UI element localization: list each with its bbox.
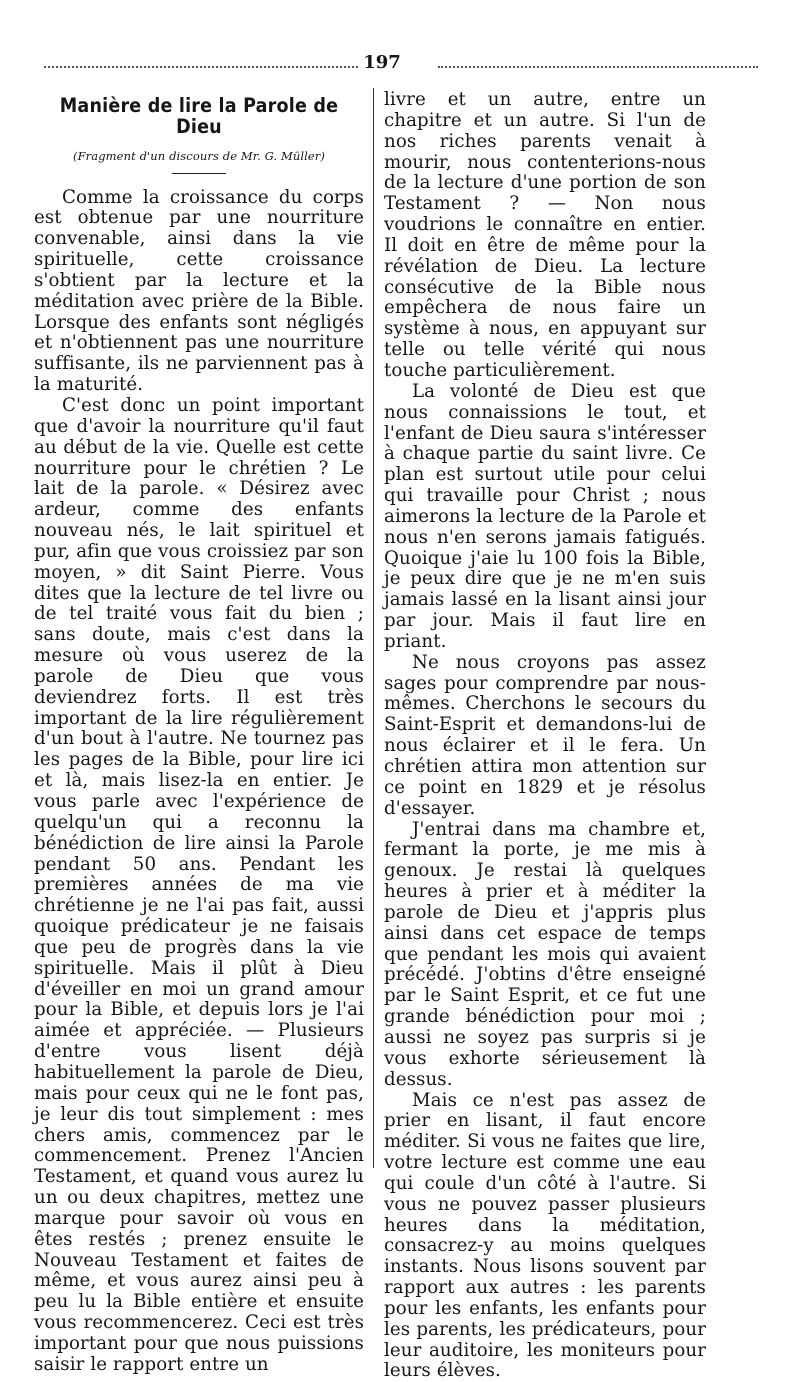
article-subtitle: (Fragment d'un discours de Mr. G. Müller) bbox=[34, 146, 364, 167]
paragraph: livre et un autre, entre un chapitre et un autre. Si l'un de nos riches parents venait à mourir, nous contenterions-nous de la lecture d'une portion de son Testament ? — Non nous voudrions le connaître en entier. Il doit en être de même pour la révélation de Dieu. La lecture consécutive de la Bible nous empêchera de nous faire un système à nous, en appuyant sur telle ou telle vérité qui nous touche particulièrement. bbox=[384, 90, 706, 382]
header-rule-right bbox=[438, 66, 758, 68]
right-column bbox=[384, 90, 706, 1382]
title-separator bbox=[172, 173, 226, 174]
paragraph: Mais ce n'est pas assez de prier en lisant, il faut encore méditer. Si vous ne faites que lire, votre lecture est comme une eau qui coule d'un côté à l'autre. Si vous ne pouvez passer plusieurs heures dans la méditation, consacrez-y au moins quelques instants. Nous lisons souvent par rapport aux autres : les parents pour les enfants, les enfants pour les parents, les prédicateurs, pour leur auditoire, les moniteurs pour leurs élèves. bbox=[384, 1091, 706, 1382]
paragraph: Comme la croissance du corps est obtenue par une nourriture convenable, ainsi dans la vie spirituelle, cette croissance s'obtient par la lecture et la méditation avec prière de la Bible. Lorsque des enfants sont négligés et n'obtiennent pas une nourriture suffisante, ils ne parviennent pas à la maturité. bbox=[34, 188, 364, 396]
page-number: 197 bbox=[362, 52, 402, 73]
article-title: Manière de lire la Parole de Dieu bbox=[34, 96, 364, 138]
paragraph: La volonté de Dieu est que nous connaissions le tout, et l'enfant de Dieu saura s'intéresser à chaque partie du saint livre. Ce plan est surtout utile pour celui qui travaille pour Christ ; nous aimerons la lecture de la Parole et nous n'en serons jamais fatigués. Quoique j'aie lu 100 fois la Bible, je peux dire que je ne m'en suis jamais lassé en la lisant ainsi jour par jour. Mais il faut lire en priant. bbox=[384, 382, 706, 653]
paragraph: C'est donc un point important que d'avoir la nourriture qu'il faut au début de la vie. Quelle est cette nourriture pour le chrétien ? Le lait de la parole. « Désirez avec ardeur, comme des enfants nouveau nés, le lait spirituel et pur, afin que vous croissiez par son moyen, » dit Saint Pierre. Vous dites que la lecture de tel livre ou de tel traité vous fait du bien ; sans doute, mais c'est dans la mesure où vous userez de la parole de Dieu que vous deviendrez forts. Il est très important de la lire régulièrement d'un bout à l'autre. Ne tournez pas les pages de la Bible, pour lire ici et là, mais lisez-la en entier. Je vous parle avec l'expérience de quelqu'un qui a reconnu la bénédiction de lire ainsi la Parole pendant 50 ans. Pendant les premières années de ma vie chrétienne je ne l'ai pas fait, aussi quoique prédicateur je ne faisais que peu de progrès dans la vie spirituelle. Mais il plût à Dieu d'éveiller en moi un grand amour pour la Bible, et depuis lors je l'ai aimée et appréciée. — Plusieurs d'entre vous lisent déjà habituellement la parole de Dieu, mais pour ceux qui ne le font pas, je leur dis tout simplement : mes chers amis, commencez par le commencement. Prenez l'Ancien Testament, et quand vous aurez lu un ou deux chapitres, mettez une marque pour savoir où vous en êtes restés ; prenez ensuite le Nouveau Testament et faites de même, et vous aurez ainsi peu à peu lu la Bible entière et ensuite vous recommencerez. Ceci est très important pour que nous puissions saisir le rapport entre un bbox=[34, 396, 364, 1376]
paragraph: J'entrai dans ma chambre et, fermant la porte, je me mis à genoux. Je restai là quelques heures à prier et à méditer la parole de Dieu et j'appris plus ainsi dans cet espace de temps que pendant les mois qui avaient précédé. J'obtins d'être enseigné par le Saint Esprit, et ce fut une grande bénédiction pour moi ; aussi ne soyez pas surpris si je vous exhorte sérieusement là dessus. bbox=[384, 820, 706, 1091]
header-rule-left bbox=[44, 66, 358, 68]
column-divider bbox=[373, 88, 374, 1168]
left-column bbox=[34, 90, 364, 1376]
paragraph: Ne nous croyons pas assez sages pour comprendre par nous-mêmes. Cherchons le secours du Saint-Esprit et demandons-lui de nous éclairer et il le fera. Un chrétien attira mon attention sur ce point en 1829 et je résolus d'essayer. bbox=[384, 653, 706, 820]
page-header bbox=[44, 56, 758, 76]
